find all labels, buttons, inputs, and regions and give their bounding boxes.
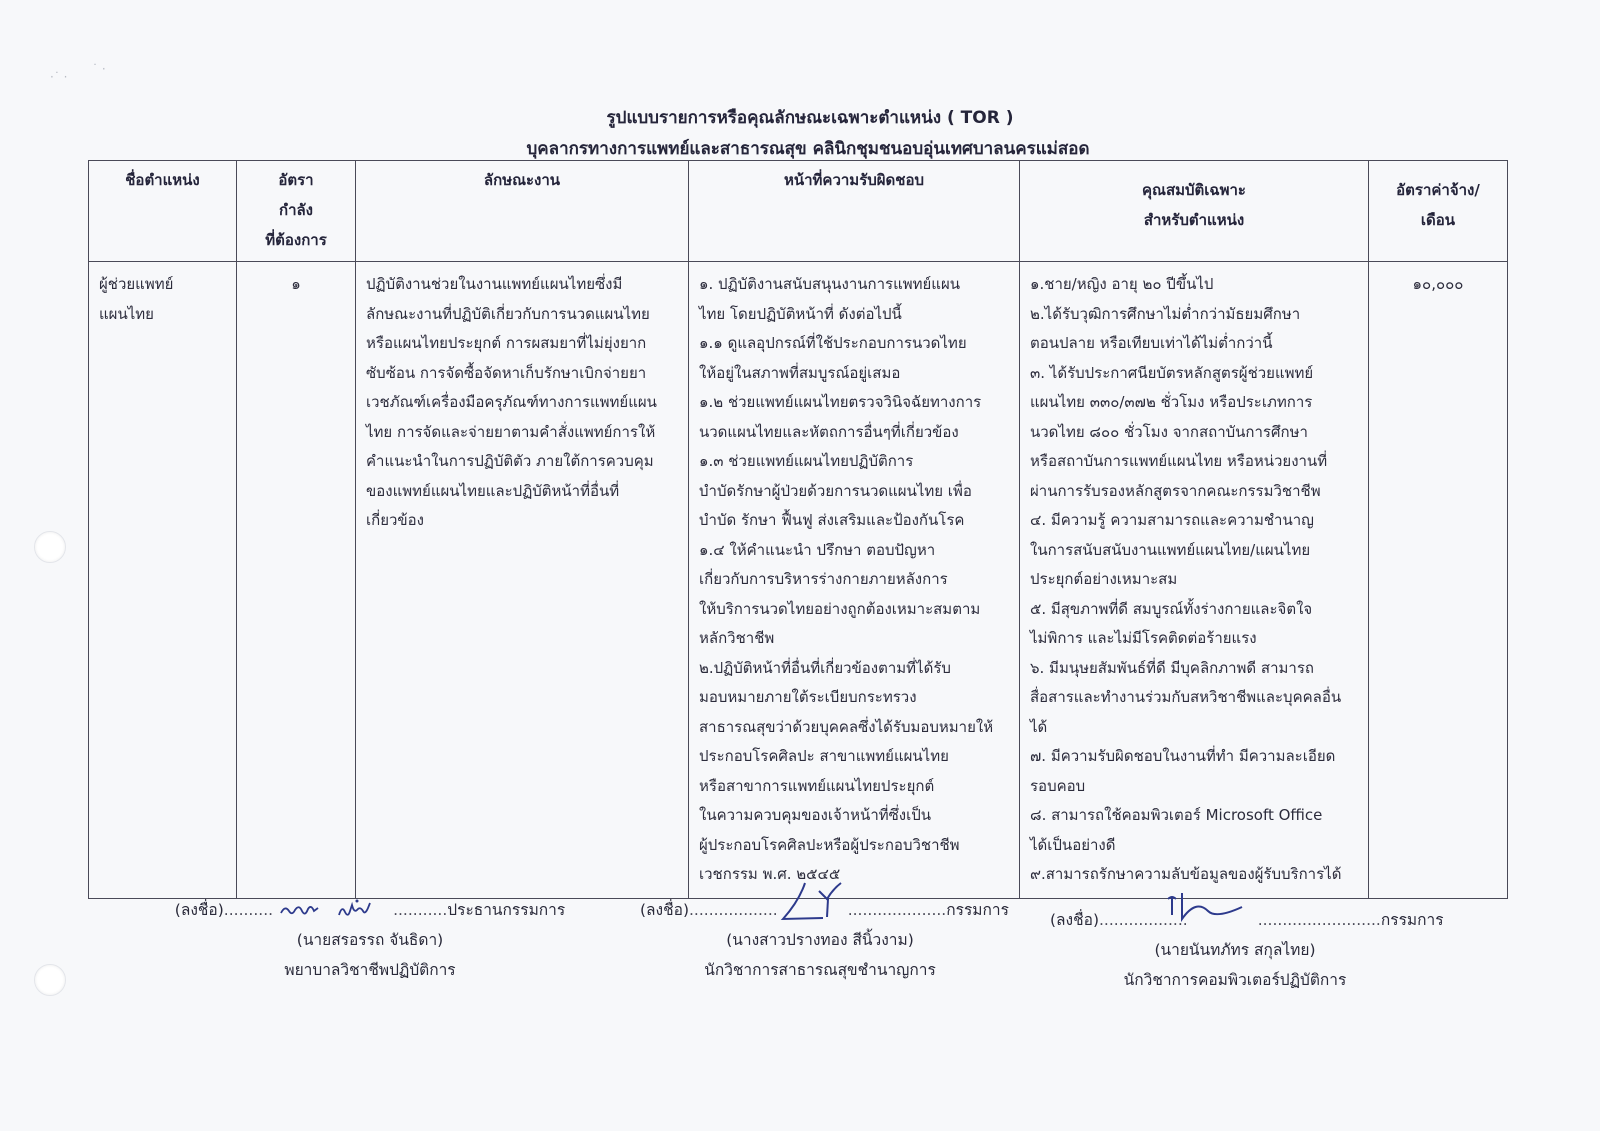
cell-line: ในการสนับสนับงานแพทย์แผนไทย/แผนไทย <box>1030 540 1311 559</box>
cell-line: ไม่พิการ และไม่มีโรคติดต่อร้ายแรง <box>1030 629 1257 647</box>
cell-line: ๕. มีสุขภาพที่ดี สมบูรณ์ทั้งร่างกายและจิตใจ <box>1030 599 1313 618</box>
handwritten-signature <box>275 895 410 925</box>
cell-line: ๙.สามารถรักษาความลับข้อมูลของผู้รับบริการได้ <box>1030 865 1342 883</box>
cell-line: ๑.๓ ช่วยแพทย์แผนไทยปฏิบัติการ <box>699 452 914 470</box>
cell-line: ๒.ปฏิบัติหน้าที่อื่นที่เกี่ยวข้องตามที่ได้รับ <box>699 658 951 677</box>
cell-line: ผู้ประกอบโรคศิลปะหรือผู้ประกอบวิชาชีพ <box>699 835 960 854</box>
header-responsibilities: หน้าที่ความรับผิดชอบ <box>689 161 1020 262</box>
cell-line: ผ่านการรับรองหลักสูตรจากคณะกรรมวิชาชีพ <box>1030 481 1321 500</box>
cell-qualifications <box>1020 262 1369 899</box>
punch-hole <box>34 531 66 563</box>
cell-line: ได้เป็นอย่างดี <box>1030 835 1116 854</box>
cell-line: ๒.ได้รับวุฒิการศึกษาไม่ต่ำกว่ามัธยมศึกษา <box>1030 304 1301 323</box>
table-header-row <box>89 161 1508 262</box>
signer-name: (นายสรอรรถ จันธิดา) <box>296 931 444 949</box>
cell-line: ประยุกต์อย่างเหมาะสม <box>1030 570 1178 588</box>
cell-line: ๑.๒ ช่วยแพทย์แผนไทยตรวจวินิจฉัยทางการ <box>699 393 982 411</box>
header-rate: อัตรา กำลัง ที่ต้องการ <box>237 161 356 262</box>
cell-line: ๘. สามารถใช้คอมพิวเตอร์ Microsoft Office <box>1030 806 1323 824</box>
cell-line: ซับซ้อน การจัดซื้อจัดหาเก็บรักษาเบิกจ่ายยา <box>366 363 647 382</box>
cell-line: หรือแผนไทยประยุกต์ การผสมยาที่ไม่ยุ่งยาก <box>366 334 647 352</box>
document-subtitle: บุคลากรทางการแพทย์และสาธารณสุข คลินิกชุมชนอบอุ่นเทศบาลนครแม่สอด <box>526 139 1090 159</box>
cell-line: รอบคอบ <box>1030 776 1086 795</box>
header-pay: อัตราค่าจ้าง/ เดือน <box>1369 161 1508 262</box>
cell-line: ๑.ชาย/หญิง อายุ ๒๐ ปีขึ้นไป <box>1030 275 1214 293</box>
signer-position: นักวิชาการสาธารณสุขชำนาญการ <box>704 961 936 979</box>
cell-line: ลักษณะงานที่ปฏิบัติเกี่ยวกับการนวดแผนไทย <box>366 304 650 323</box>
cell-line: บำบัดรักษาผู้ป่วยด้วยการนวดแผนไทย เพื่อ <box>699 481 972 500</box>
cell-line: ให้บริการนวดไทยอย่างถูกต้องเหมาะสมตาม <box>699 599 981 618</box>
cell-line: หลักวิชาชีพ <box>699 629 775 647</box>
cell-line: ๗. มีความรับผิดชอบในงานที่ทำ มีความละเอียด <box>1030 747 1336 765</box>
header-qualifications: คุณสมบัติเฉพาะ สำหรับตำแหน่ง <box>1020 161 1369 262</box>
signer-position: นักวิชาการคอมพิวเตอร์ปฏิบัติการ <box>1123 971 1347 989</box>
cell-line: ๔. มีความรู้ ความสามารถและความชำนาญ <box>1030 511 1314 529</box>
paper-speck: ·˙ · <box>50 70 68 84</box>
cell-line: ตอนปลาย หรือเทียบเท่าได้ไม่ต่ำกว่านี้ <box>1030 334 1273 352</box>
cell-line: แผนไทย ๓๓๐/๓๗๒ ชั่วโมง หรือประเภทการ <box>1030 393 1313 411</box>
signature-block-committee-1 <box>640 895 1009 985</box>
cell-rate: ๑ <box>237 262 356 899</box>
signature-block-chair <box>150 895 590 985</box>
cell-line: ๖. มีมนุษยสัมพันธ์ที่ดี มีบุคลิกภาพดี สามารถ <box>1030 658 1314 677</box>
cell-line: ๑.๑ ดูแลอุปกรณ์ที่ใช้ประกอบการนวดไทย <box>699 334 967 352</box>
cell-line: หรือสาขาการแพทย์แผนไทยประยุกต์ <box>699 776 935 795</box>
cell-line: ประกอบโรคศิลปะ สาขาแพทย์แผนไทย <box>699 747 949 765</box>
cell-line: ปฏิบัติงานช่วยในงานแพทย์แผนไทยซึ่งมี <box>366 275 623 293</box>
paper-speck: ˙ · <box>92 62 106 76</box>
cell-line: มอบหมายภายใต้ระเบียบกระทรวง <box>699 688 917 706</box>
cell-line: ๑. ปฏิบัติงานสนับสนุนงานการแพทย์แผน <box>699 275 961 293</box>
table-row <box>89 262 1508 899</box>
cell-line: สาธารณสุขว่าด้วยบุคคลซึ่งได้รับมอบหมายให้ <box>699 717 994 736</box>
cell-line: เกี่ยวกับการบริหารร่างกายภายหลังการ <box>699 570 948 588</box>
cell-line: ให้อยู่ในสภาพที่สมบูรณ์อยู่เสมอ <box>699 363 901 382</box>
cell-responsibilities <box>689 262 1020 899</box>
cell-line: คำแนะนำในการปฏิบัติตัว ภายใต้การควบคุม <box>366 452 654 470</box>
cell-line: ในความควบคุมของเจ้าหน้าที่ซึ่งเป็น <box>699 806 932 824</box>
cell-pay: ๑๐,๐๐๐ <box>1369 262 1508 899</box>
cell-line: ไทย การจัดและจ่ายยาตามคำสั่งแพทย์การให้ <box>366 422 656 441</box>
cell-line: เวชกรรม พ.ศ. ๒๕๔๕ <box>699 865 841 883</box>
header-position: ชื่อตำแหน่ง <box>89 161 237 262</box>
cell-line: บำบัด รักษา ฟื้นฟู ส่งเสริมและป้องกันโรค <box>699 511 965 529</box>
cell-line: หรือสถาบันการแพทย์แผนไทย หรือหน่วยงานที่ <box>1030 452 1328 470</box>
tor-table <box>88 160 1508 899</box>
cell-line: สื่อสารและทำงานร่วมกับสหวิชาชีพและบุคคลอื่นได้ <box>1030 688 1342 736</box>
header-description: ลักษณะงาน <box>356 161 689 262</box>
handwritten-signature <box>775 877 855 927</box>
cell-line: นวดแผนไทยและหัตถการอื่นๆที่เกี่ยวข้อง <box>699 422 959 441</box>
cell-line: เวชภัณฑ์เครื่องมือครุภัณฑ์ทางการแพทย์แผน <box>366 393 657 411</box>
signer-position: พยาบาลวิชาชีพปฏิบัติการ <box>284 961 456 979</box>
cell-line: ของแพทย์แผนไทยและปฏิบัติหน้าที่อื่นที่ <box>366 481 620 500</box>
handwritten-signature <box>1158 889 1248 929</box>
signature-line: (ลงชื่อ).................. ....................กรรมการ <box>640 901 1009 919</box>
signature-block-committee-2 <box>1050 905 1444 995</box>
punch-hole <box>34 964 66 996</box>
signature-line: (ลงชื่อ).......... ...........ประธานกรรมการ <box>174 901 566 919</box>
cell-line: เกี่ยวข้อง <box>366 511 425 529</box>
document-title: รูปแบบรายการหรือคุณลักษณะเฉพาะตำแหน่ง ( TOR ) <box>606 108 1014 128</box>
signer-name: (นางสาวปรางทอง สีนิ้วงาม) <box>726 931 914 949</box>
cell-line: ๑.๔ ให้คำแนะนำ ปรึกษา ตอบปัญหา <box>699 540 936 559</box>
cell-position: ผู้ช่วยแพทย์ แผนไทย <box>89 262 237 899</box>
cell-description <box>356 262 689 899</box>
signer-name: (นายนันทภัทร สกุลไทย) <box>1154 941 1316 959</box>
cell-line: ไทย โดยปฏิบัติหน้าที่ ดังต่อไปนี้ <box>699 304 902 323</box>
cell-line: ๓. ได้รับประกาศนียบัตรหลักสูตรผู้ช่วยแพทย์ <box>1030 363 1314 382</box>
cell-line: นวดไทย ๘๐๐ ชั่วโมง จากสถาบันการศึกษา <box>1030 422 1308 441</box>
signature-line: (ลงชื่อ).................. .........................กรรมการ <box>1050 911 1444 929</box>
